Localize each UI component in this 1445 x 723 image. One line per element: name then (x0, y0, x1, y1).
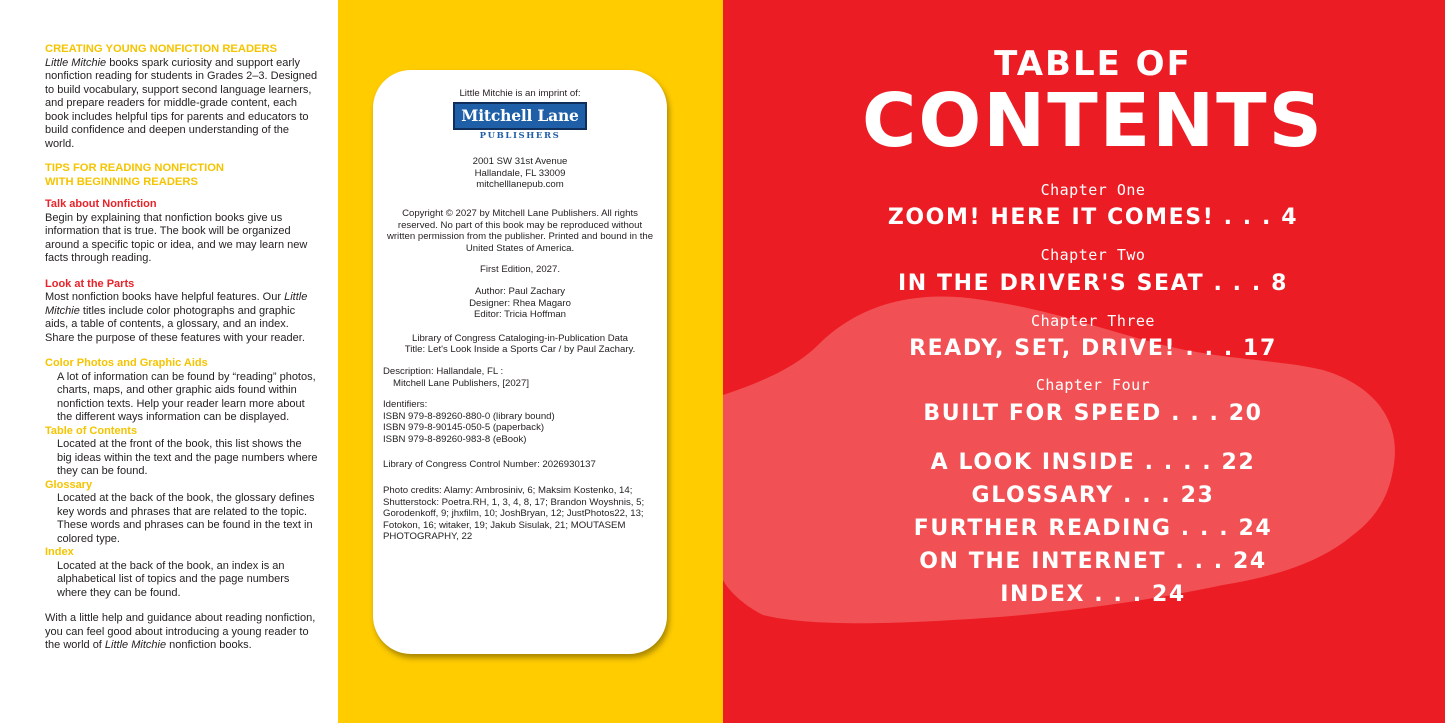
imprint-line: Little Mitchie is an imprint of: (459, 88, 581, 99)
toc-content (723, 0, 1445, 723)
publisher-address (383, 156, 657, 191)
chapter-one-entry[interactable]: ZOOM! HERE IT COMES! . . . 4 (887, 205, 1299, 230)
glossary-feature-title: Glossary (45, 478, 93, 491)
address-line-1: 2001 SW 31st Avenue (472, 156, 568, 168)
intro-paragraph (45, 57, 318, 152)
intro-text: books spark curiosity and support early nonfiction reading for students in Grades 2–3. Designed to build vocabulary, support second language learners, and prepare readers for middle-grade content, each book includes helpful tips for parents and educators to build confidence and deepen understanding of the world. (45, 56, 318, 150)
toc-title-line-2: CONTENTS (862, 78, 1324, 164)
website: mitchelllanepub.com (476, 179, 564, 191)
designer: Designer: Rhea Magaro (469, 297, 571, 309)
glossary-feature-text: Located at the back of the book, the glossary defines key words and phrases that are related to the topic. These words and phrases can be found in the text in colored type. (57, 492, 315, 545)
logo-subtitle: PUBLISHERS (479, 130, 561, 141)
photos-title: Color Photos and Graphic Aids (45, 357, 208, 369)
internet-entry[interactable]: ON THE INTERNET . . . 24 (919, 549, 1267, 574)
photos-text: A lot of information can be found by “reading” photos, charts, maps, and other graphic aids found within nonfiction texts. Help your reader learn more about the different ways information can be displayed. (57, 370, 316, 423)
address-line-2: Hallandale, FL 33009 (474, 167, 566, 179)
cip-data (383, 333, 657, 356)
heading-tips: TIPS FOR READING NONFICTION WITH BEGINNING READERS (45, 162, 224, 188)
closing-text-b: nonfiction books. (166, 639, 252, 651)
look-inside-entry[interactable]: A LOOK INSIDE . . . . 22 (930, 450, 1256, 475)
description-line-2: Mitchell Lane Publishers, [2027] (393, 377, 529, 389)
glossary-entry[interactable]: GLOSSARY . . . 23 (971, 483, 1215, 508)
isbn-paperback: ISBN 979-8-90145-050-5 (paperback) (383, 422, 545, 434)
description (383, 366, 657, 389)
chapter-three-label: Chapter Three (1031, 312, 1155, 330)
credits-people (383, 286, 657, 321)
copyright-notice: Copyright © 2027 by Mitchell Lane Publishers. All rights reserved. No part of this book may be reproduced without written permission from the publisher. Printed and bound in the United States of America. (386, 207, 654, 254)
closing-paragraph (45, 612, 318, 653)
editor: Editor: Tricia Hoffman (473, 309, 567, 321)
toc-feature-text: Located at the front of the book, this list shows the big ideas within the text and the page numbers where they can be found. (57, 438, 318, 477)
chapter-one-label: Chapter One (1040, 181, 1146, 199)
description-line-1: Description: Hallandale, FL : (383, 365, 504, 377)
cip-heading: Library of Congress Cataloging-in-Publication Data (412, 332, 628, 344)
chapter-three-entry[interactable]: READY, SET, DRIVE! . . . 17 (909, 336, 1277, 361)
chapter-four-entry[interactable]: BUILT FOR SPEED . . . 20 (923, 401, 1263, 426)
isbn-library: ISBN 979-8-89260-880-0 (library bound) (383, 410, 555, 422)
logo-wordmark: Mitchell Lane (453, 102, 587, 130)
parts-text (45, 291, 318, 345)
chapter-two-entry[interactable]: IN THE DRIVER'S SEAT . . . 8 (898, 271, 1288, 296)
publisher-logo (453, 102, 587, 143)
closing-text-a: With a little help and guidance about reading nonfiction, you can feel good about introducing a young reader to the world of (45, 612, 316, 651)
chapter-two-label: Chapter Two (1040, 246, 1146, 264)
copyright-page (338, 0, 723, 723)
identifiers-title: Identifiers: (383, 399, 428, 411)
index-entry[interactable]: INDEX . . . 24 (1000, 582, 1186, 607)
chapter-four-label: Chapter Four (1035, 376, 1151, 394)
photo-credits: Photo credits: Alamy: Ambrosiniv, 6; Maksim Kostenko, 14; Shutterstock: Poetra.RH, 1, 3, 4, 8, 17; Brandon Woyshnis, 5; Gorodenkoff, 9; jhxfilm, 10; JoshBryan, 12; JustPhotos22, 13; Fotokon, 16; witaker, 19; Jakub Sisulak, 21; MOUTASEM PHOTOGRAPHY, 22 (383, 485, 645, 543)
edition: First Edition, 2027. (480, 264, 560, 276)
control-number: Library of Congress Control Number: 2026930137 (383, 459, 596, 471)
talk-title: Talk about Nonfiction (45, 198, 157, 210)
parts-brand: Little Mitchie (45, 291, 308, 317)
further-reading-entry[interactable]: FURTHER READING . . . 24 (913, 516, 1273, 541)
parts-title: Look at the Parts (45, 277, 135, 290)
closing-brand: Little Mitchie (104, 639, 167, 651)
parts-text-b: titles include color photographs and graphic aids, a table of contents, a glossary, and an index. Share the purpose of these features with your reader. (45, 304, 305, 344)
isbn-ebook: ISBN 979-8-89260-983-8 (eBook) (383, 433, 527, 445)
index-feature-title: Index (45, 546, 74, 558)
toc-feature-title: Table of Contents (45, 424, 138, 437)
toc-title-line-1: TABLE OF (994, 44, 1192, 84)
author: Author: Paul Zachary (474, 285, 566, 297)
brand-name: Little Mitchie (45, 56, 107, 69)
index-feature-text: Located at the back of the book, an index is an alphabetical list of topics and the page numbers where they can be found. (57, 559, 290, 599)
heading-creating-readers: CREATING YOUNG NONFICTION READERS (45, 43, 278, 55)
copyright-card (373, 70, 667, 654)
table-of-contents-page (723, 0, 1445, 723)
left-page (0, 0, 338, 723)
talk-text: Begin by explaining that nonfiction books give us information that is true. The book will be organized around a specific topic or idea, and we may learn new facts through reading. (45, 211, 308, 264)
cip-title: Title: Let's Look Inside a Sports Car / by Paul Zachary. (404, 344, 636, 356)
identifiers (383, 399, 657, 445)
parts-text-a: Most nonfiction books have helpful features. Our (45, 291, 285, 303)
